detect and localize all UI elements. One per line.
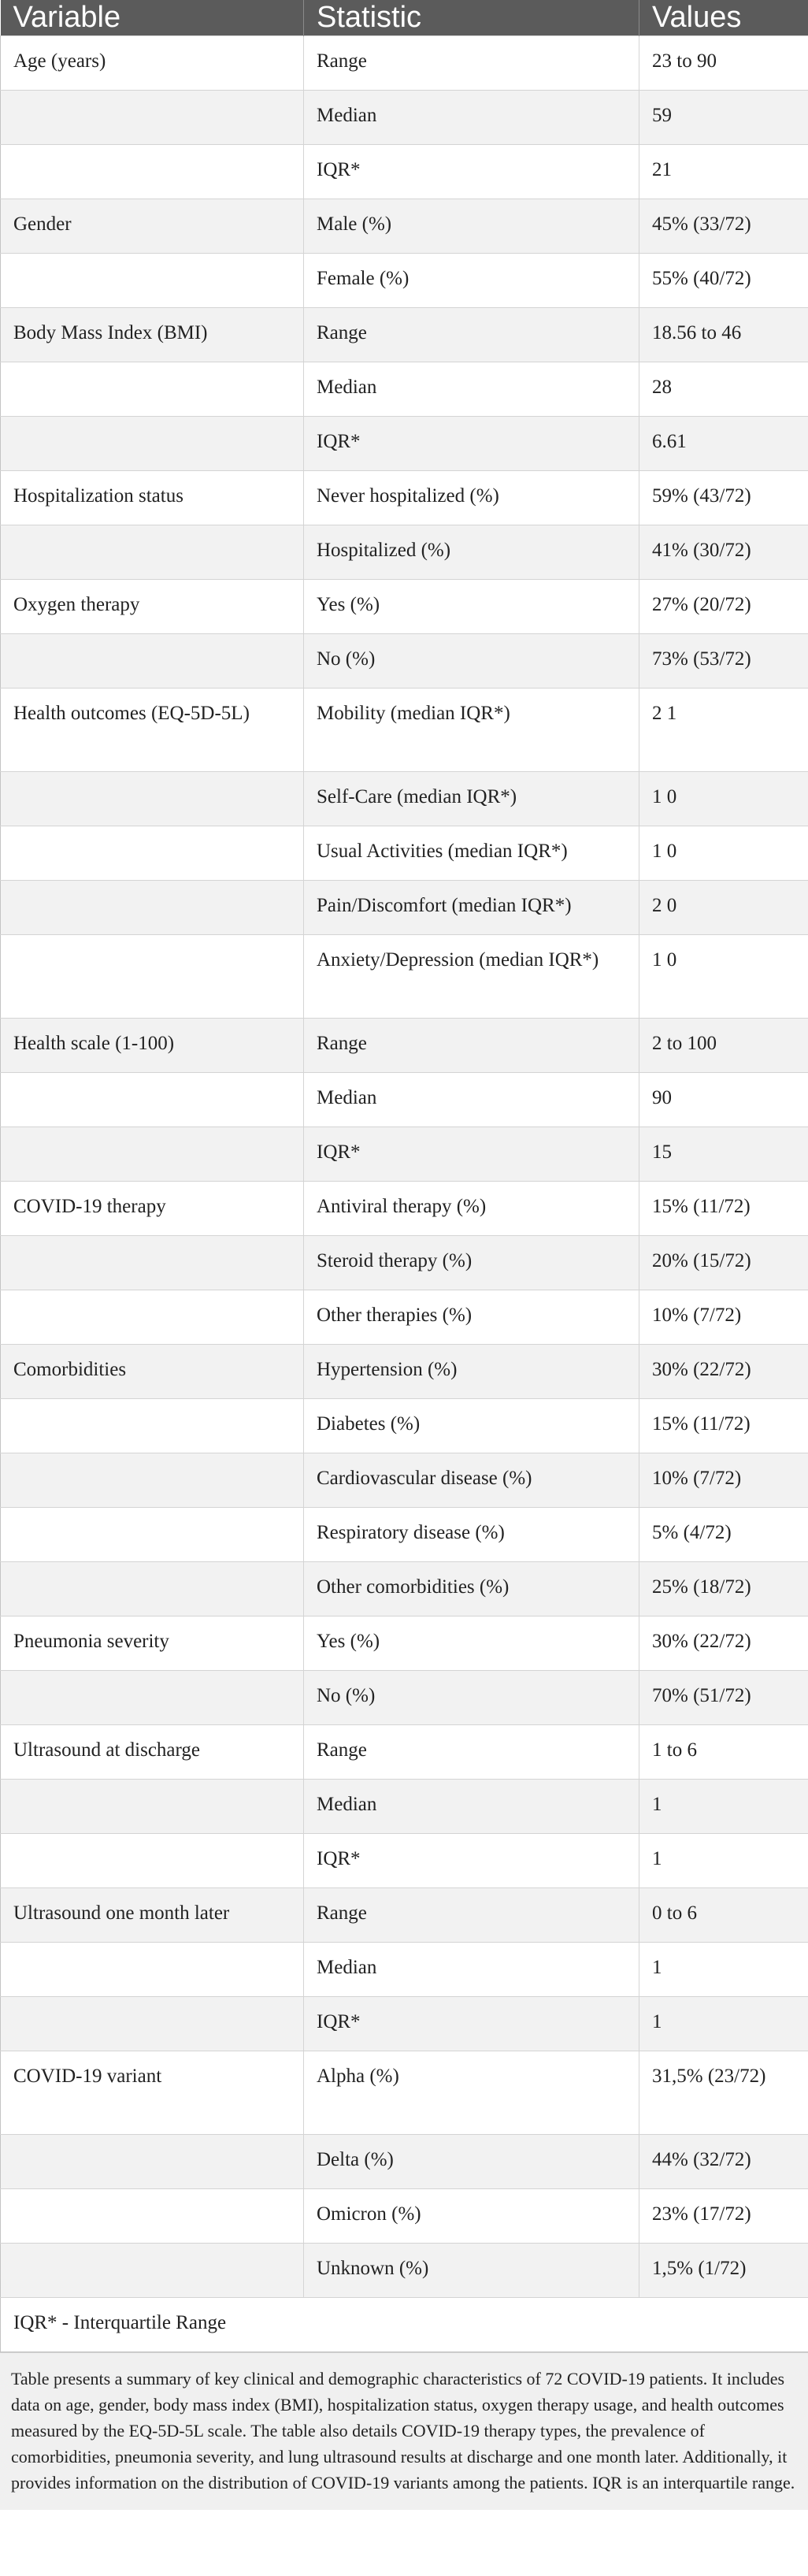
- cell-variable: [1, 1780, 304, 1834]
- cell-variable: [1, 935, 304, 1019]
- cell-value: 1: [639, 1997, 808, 2051]
- cell-variable: [1, 634, 304, 689]
- cell-variable: [1, 1236, 304, 1290]
- cell-statistic: Range: [304, 1888, 639, 1943]
- table-row: [1, 1834, 808, 1888]
- cell-variable: [1, 1562, 304, 1616]
- cell-statistic: IQR*: [304, 145, 639, 199]
- cell-variable: [1, 1997, 304, 2051]
- table-row: [1, 1019, 808, 1073]
- cell-value: 90: [639, 1073, 808, 1127]
- cell-value: 2 1: [639, 689, 808, 772]
- cell-variable: [1, 881, 304, 935]
- table-row: [1, 1943, 808, 1997]
- table-row: [1, 145, 808, 199]
- cell-value: 15: [639, 1127, 808, 1182]
- cell-statistic: Median: [304, 1073, 639, 1127]
- cell-value: 18.56 to 46: [639, 308, 808, 362]
- cell-variable: [1, 362, 304, 417]
- table-row: [1, 417, 808, 471]
- header-statistic: Statistic: [304, 0, 639, 36]
- cell-statistic: Other comorbidities (%): [304, 1562, 639, 1616]
- cell-statistic: Female (%): [304, 254, 639, 308]
- cell-value: 15% (11/72): [639, 1182, 808, 1236]
- table-row: [1, 1182, 808, 1236]
- cell-value: 1,5% (1/72): [639, 2244, 808, 2298]
- cell-statistic: Hospitalized (%): [304, 525, 639, 580]
- cell-value: 6.61: [639, 417, 808, 471]
- cell-variable: [1, 1834, 304, 1888]
- cell-variable: [1, 1127, 304, 1182]
- cell-variable: [1, 91, 304, 145]
- cell-statistic: Yes (%): [304, 1616, 639, 1671]
- table-row: [1, 1780, 808, 1834]
- cell-value: 1: [639, 1834, 808, 1888]
- cell-statistic: Never hospitalized (%): [304, 471, 639, 525]
- cell-value: 44% (32/72): [639, 2135, 808, 2189]
- cell-statistic: Range: [304, 1725, 639, 1780]
- cell-value: 5% (4/72): [639, 1508, 808, 1562]
- table-row: [1, 525, 808, 580]
- table-row: [1, 935, 808, 1019]
- cell-value: 59% (43/72): [639, 471, 808, 525]
- cell-value: 0 to 6: [639, 1888, 808, 1943]
- cell-variable: [1, 1453, 304, 1508]
- cell-value: 73% (53/72): [639, 634, 808, 689]
- cell-statistic: Antiviral therapy (%): [304, 1182, 639, 1236]
- cell-value: 27% (20/72): [639, 580, 808, 634]
- cell-value: 20% (15/72): [639, 1236, 808, 1290]
- cell-statistic: Mobility (median IQR*): [304, 689, 639, 772]
- cell-variable: [1, 1073, 304, 1127]
- table-row: [1, 1888, 808, 1943]
- cell-value: 2 to 100: [639, 1019, 808, 1073]
- table-row: [1, 1073, 808, 1127]
- cell-variable: Age (years): [1, 36, 304, 91]
- cell-statistic: IQR*: [304, 1834, 639, 1888]
- cell-variable: [1, 1399, 304, 1453]
- cell-variable: COVID-19 therapy: [1, 1182, 304, 1236]
- cell-value: 1: [639, 1943, 808, 1997]
- cell-variable: [1, 417, 304, 471]
- cell-value: 1: [639, 1780, 808, 1834]
- cell-value: 15% (11/72): [639, 1399, 808, 1453]
- cell-variable: [1, 2189, 304, 2244]
- header-values: Values: [639, 0, 808, 36]
- cell-value: 1 0: [639, 826, 808, 881]
- cell-value: 31,5% (23/72): [639, 2051, 808, 2135]
- cell-statistic: Alpha (%): [304, 2051, 639, 2135]
- table-row: [1, 634, 808, 689]
- footnote: IQR* - Interquartile Range: [1, 2298, 808, 2352]
- table-row: [1, 1453, 808, 1508]
- table-row: [1, 254, 808, 308]
- cell-statistic: IQR*: [304, 1127, 639, 1182]
- cell-value: 21: [639, 145, 808, 199]
- cell-statistic: Anxiety/Depression (median IQR*): [304, 935, 639, 1019]
- cell-statistic: Male (%): [304, 199, 639, 254]
- cell-value: 45% (33/72): [639, 199, 808, 254]
- cell-variable: [1, 2244, 304, 2298]
- table-row: [1, 772, 808, 826]
- cell-statistic: Median: [304, 362, 639, 417]
- cell-statistic: IQR*: [304, 417, 639, 471]
- cell-variable: [1, 254, 304, 308]
- cell-statistic: Range: [304, 308, 639, 362]
- table-row: [1, 580, 808, 634]
- header-variable: Variable: [1, 0, 304, 36]
- cell-variable: COVID-19 variant: [1, 2051, 304, 2135]
- cell-value: 59: [639, 91, 808, 145]
- cell-value: 1 0: [639, 935, 808, 1019]
- cell-statistic: Median: [304, 1943, 639, 1997]
- cell-statistic: Cardiovascular disease (%): [304, 1453, 639, 1508]
- cell-variable: [1, 1943, 304, 1997]
- cell-statistic: Range: [304, 36, 639, 91]
- cell-statistic: Pain/Discomfort (median IQR*): [304, 881, 639, 935]
- table-row: [1, 2135, 808, 2189]
- cell-variable: [1, 525, 304, 580]
- table-row: [1, 1562, 808, 1616]
- table-row: [1, 1508, 808, 1562]
- table-row: [1, 1399, 808, 1453]
- cell-value: 10% (7/72): [639, 1290, 808, 1345]
- table-row: [1, 2244, 808, 2298]
- cell-variable: Ultrasound at discharge: [1, 1725, 304, 1780]
- table-row: [1, 36, 808, 91]
- cell-variable: Ultrasound one month later: [1, 1888, 304, 1943]
- table-body: [1, 36, 808, 2298]
- cell-statistic: Range: [304, 1019, 639, 1073]
- table-row: [1, 689, 808, 772]
- cell-statistic: Delta (%): [304, 2135, 639, 2189]
- cell-statistic: Omicron (%): [304, 2189, 639, 2244]
- cell-statistic: Self-Care (median IQR*): [304, 772, 639, 826]
- cell-variable: Health outcomes (EQ-5D-5L): [1, 689, 304, 772]
- table-row: [1, 1290, 808, 1345]
- table-row: [1, 362, 808, 417]
- table-row: [1, 1725, 808, 1780]
- table-caption: Table presents a summary of key clinical and demographic characteristics of 72 COVID-19 patients. It includes data on age, gender, body mass index (BMI), hospitalization status, oxygen therapy usage, and health outcomes measured by the EQ-5D-5L scale. The table also details COVID-19 therapy types, the prevalence of comorbidities, pneumonia severity, and lung ultrasound results at discharge and one month later. Additionally, it provides information on the distribution of COVID-19 variants among the patients. IQR is an interquartile range.: [0, 2352, 808, 2510]
- cell-variable: [1, 1508, 304, 1562]
- cell-value: 55% (40/72): [639, 254, 808, 308]
- cell-statistic: Usual Activities (median IQR*): [304, 826, 639, 881]
- table-row: [1, 91, 808, 145]
- cell-statistic: Unknown (%): [304, 2244, 639, 2298]
- cell-value: 1 to 6: [639, 1725, 808, 1780]
- cell-variable: [1, 145, 304, 199]
- cell-statistic: IQR*: [304, 1997, 639, 2051]
- cell-statistic: Diabetes (%): [304, 1399, 639, 1453]
- cell-statistic: No (%): [304, 634, 639, 689]
- cell-value: 25% (18/72): [639, 1562, 808, 1616]
- cell-statistic: Other therapies (%): [304, 1290, 639, 1345]
- cell-statistic: Median: [304, 91, 639, 145]
- cell-variable: [1, 1290, 304, 1345]
- table-row: [1, 308, 808, 362]
- cell-variable: Hospitalization status: [1, 471, 304, 525]
- cell-value: 2 0: [639, 881, 808, 935]
- cell-variable: Comorbidities: [1, 1345, 304, 1399]
- cell-variable: [1, 772, 304, 826]
- cell-value: 28: [639, 362, 808, 417]
- table-row: [1, 826, 808, 881]
- cell-statistic: No (%): [304, 1671, 639, 1725]
- cell-statistic: Yes (%): [304, 580, 639, 634]
- cell-value: 30% (22/72): [639, 1345, 808, 1399]
- cell-value: 41% (30/72): [639, 525, 808, 580]
- table-row: [1, 1127, 808, 1182]
- table-row: [1, 199, 808, 254]
- cell-variable: [1, 2135, 304, 2189]
- table-row: [1, 1616, 808, 1671]
- table-row: [1, 1997, 808, 2051]
- cell-variable: Health scale (1-100): [1, 1019, 304, 1073]
- cell-variable: Gender: [1, 199, 304, 254]
- cell-value: 1 0: [639, 772, 808, 826]
- footnote-row: [1, 2298, 808, 2352]
- table-row: [1, 1236, 808, 1290]
- table-row: [1, 2189, 808, 2244]
- cell-statistic: Hypertension (%): [304, 1345, 639, 1399]
- table-header: [1, 0, 808, 36]
- cell-value: 23% (17/72): [639, 2189, 808, 2244]
- cell-value: 23 to 90: [639, 36, 808, 91]
- table-row: [1, 471, 808, 525]
- cell-value: 70% (51/72): [639, 1671, 808, 1725]
- table-row: [1, 2051, 808, 2135]
- cell-variable: Body Mass Index (BMI): [1, 308, 304, 362]
- table-row: [1, 1345, 808, 1399]
- cell-variable: Oxygen therapy: [1, 580, 304, 634]
- cell-value: 30% (22/72): [639, 1616, 808, 1671]
- table-row: [1, 1671, 808, 1725]
- cell-variable: [1, 826, 304, 881]
- header-row: [1, 0, 808, 36]
- table-row: [1, 881, 808, 935]
- cell-variable: Pneumonia severity: [1, 1616, 304, 1671]
- cell-variable: [1, 1671, 304, 1725]
- cell-statistic: Respiratory disease (%): [304, 1508, 639, 1562]
- cell-value: 10% (7/72): [639, 1453, 808, 1508]
- cell-statistic: Steroid therapy (%): [304, 1236, 639, 1290]
- cell-statistic: Median: [304, 1780, 639, 1834]
